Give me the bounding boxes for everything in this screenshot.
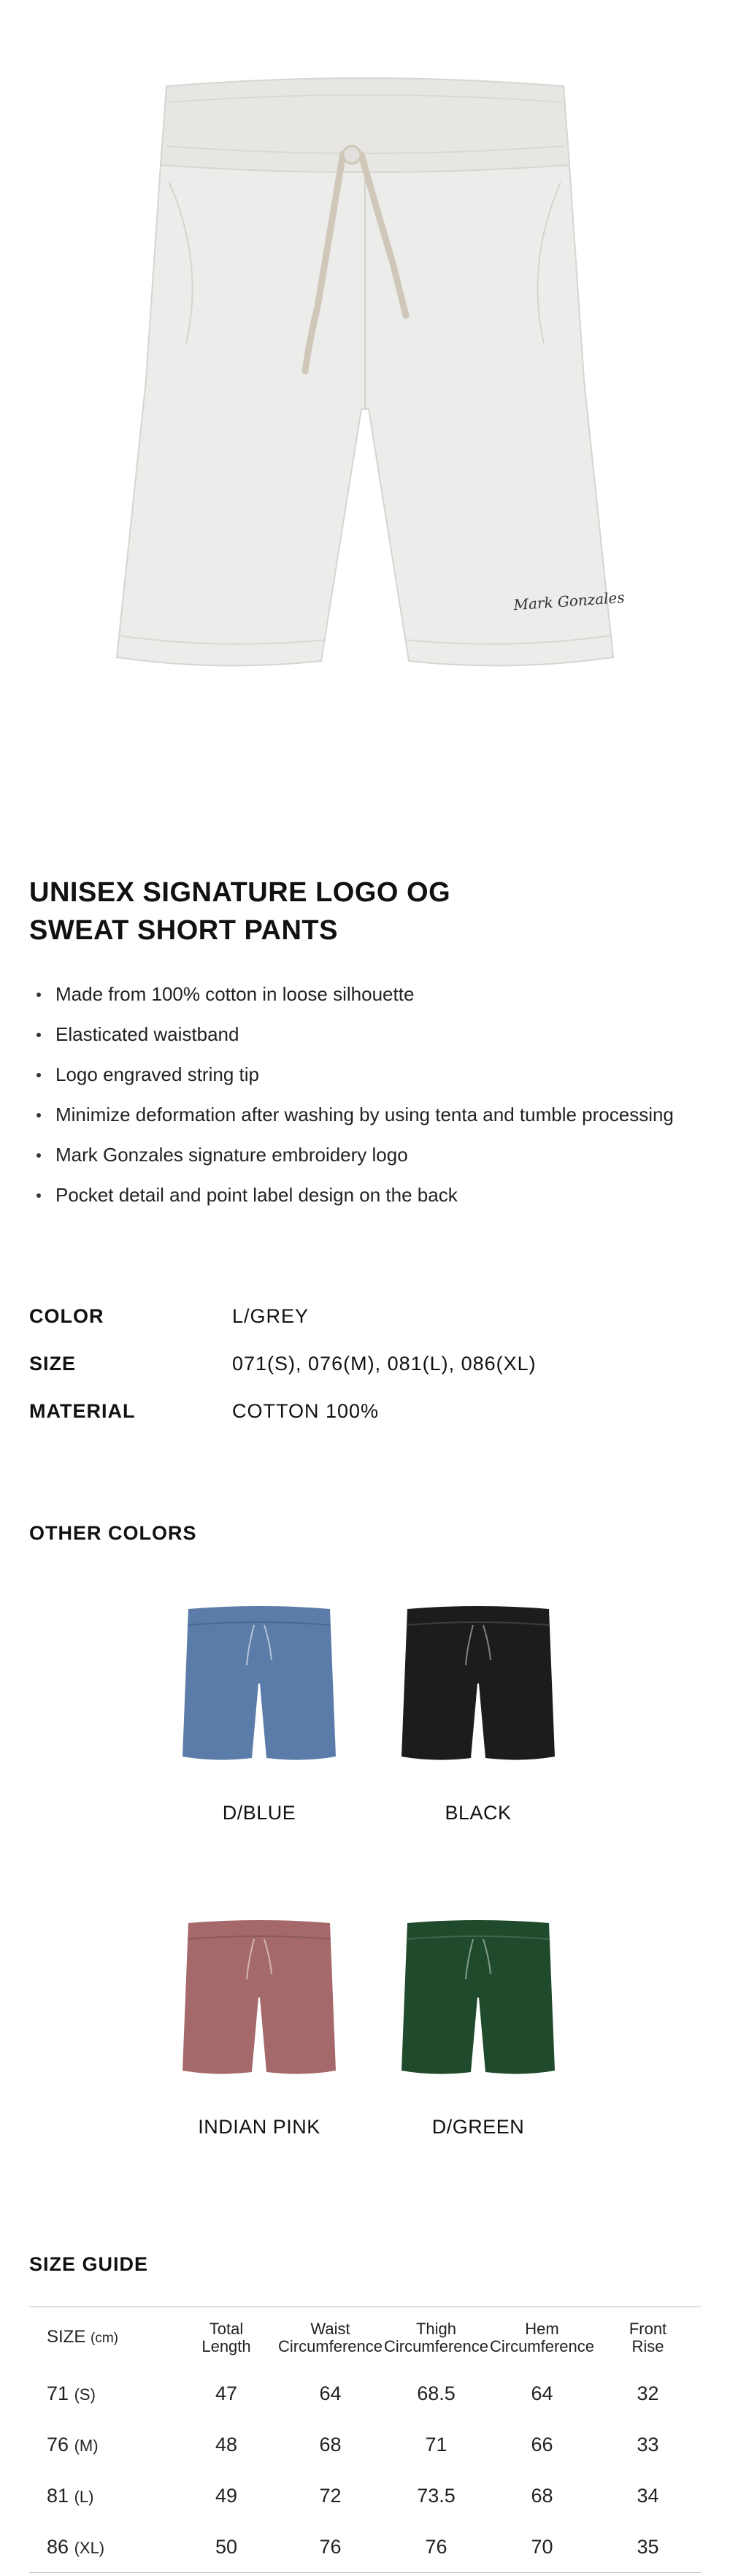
d-blue-shorts-thumbnail bbox=[168, 1596, 350, 1771]
feature-item: Made from 100% cotton in loose silhouette bbox=[29, 974, 715, 1014]
spec-value-material: COTTON 100% bbox=[232, 1400, 380, 1422]
color-name-black: BLACK bbox=[445, 1802, 512, 1824]
embroidery-logo: Mark Gonzales bbox=[512, 588, 626, 614]
bullet-icon bbox=[36, 993, 41, 997]
feature-item: Pocket detail and point label design on the back bbox=[29, 1175, 715, 1215]
bullet-icon bbox=[36, 1153, 41, 1158]
shorts-shape bbox=[402, 1606, 555, 1760]
bullet-icon bbox=[36, 1033, 41, 1037]
shorts-shape bbox=[182, 1920, 336, 2074]
feature-list bbox=[29, 974, 715, 1215]
color-name-d-green: D/GREEN bbox=[431, 2116, 525, 2138]
feature-item: Mark Gonzales signature embroidery logo bbox=[29, 1135, 715, 1175]
spec-value-size: 071(S), 076(M), 081(L), 086(XL) bbox=[232, 1353, 537, 1375]
d-green-shorts-thumbnail bbox=[387, 1910, 569, 2085]
table-row: 81 (L) 49 72 73.5 68 34 bbox=[47, 2485, 659, 2507]
table-row: 86 (XL) 50 76 76 70 35 bbox=[47, 2535, 659, 2558]
table-row: 76 (M) 48 68 71 66 33 bbox=[47, 2434, 659, 2455]
spec-value-color: L/GREY bbox=[232, 1305, 310, 1327]
spec-label-size: SIZE bbox=[29, 1353, 77, 1375]
table-row: 71 (S) 47 64 68.5 64 32 bbox=[47, 2382, 659, 2404]
header-total-length: Total Length bbox=[201, 2319, 251, 2355]
feature-item: Logo engraved string tip bbox=[29, 1055, 715, 1095]
header-thigh: Thigh Circumference bbox=[383, 2319, 489, 2355]
bullet-icon bbox=[36, 1113, 41, 1117]
spec-label-material: MATERIAL bbox=[29, 1400, 136, 1422]
hero-product-image bbox=[0, 0, 730, 818]
spec-label-color: COLOR bbox=[29, 1305, 104, 1327]
spec-table bbox=[29, 1293, 686, 1435]
header-front-rise: Front Rise bbox=[629, 2319, 667, 2355]
shorts-shape bbox=[402, 1920, 555, 2074]
color-name-indian-pink: INDIAN PINK bbox=[198, 2116, 320, 2138]
spec-row-color bbox=[29, 1293, 686, 1340]
header-hem: Hem Circumference bbox=[489, 2319, 595, 2355]
product-title-line-2: SWEAT SHORT PANTS bbox=[29, 915, 338, 946]
spec-row-material bbox=[29, 1388, 686, 1435]
feature-item: Elasticated waistband bbox=[29, 1014, 715, 1055]
size-guide-heading: SIZE GUIDE bbox=[29, 2253, 149, 2275]
spec-row-size bbox=[29, 1340, 686, 1388]
other-colors-heading: OTHER COLORS bbox=[29, 1522, 197, 1544]
bullet-icon bbox=[36, 1193, 41, 1198]
product-title bbox=[29, 874, 686, 949]
size-guide-table bbox=[29, 2306, 701, 2573]
indian-pink-shorts-thumbnail bbox=[168, 1910, 350, 2085]
color-name-d-blue: D/BLUE bbox=[222, 1802, 296, 1824]
color-option-indian-pink[interactable] bbox=[168, 1910, 350, 2139]
grey-shorts-illustration bbox=[0, 0, 730, 818]
black-shorts-thumbnail bbox=[387, 1596, 569, 1771]
color-option-d-green[interactable] bbox=[387, 1910, 569, 2139]
size-guide-header-row bbox=[29, 2307, 701, 2369]
color-option-black[interactable] bbox=[387, 1596, 569, 1824]
feature-item: Minimize deformation after washing by using tenta and tumble processing bbox=[29, 1095, 715, 1135]
product-title-line-1: UNISEX SIGNATURE LOGO OG bbox=[29, 877, 451, 908]
header-size: SIZE (cm) bbox=[47, 2326, 118, 2347]
color-option-d-blue[interactable] bbox=[168, 1596, 350, 1824]
shorts-shape bbox=[182, 1606, 336, 1760]
bullet-icon bbox=[36, 1073, 41, 1077]
header-waist: Waist Circumference bbox=[277, 2319, 383, 2355]
